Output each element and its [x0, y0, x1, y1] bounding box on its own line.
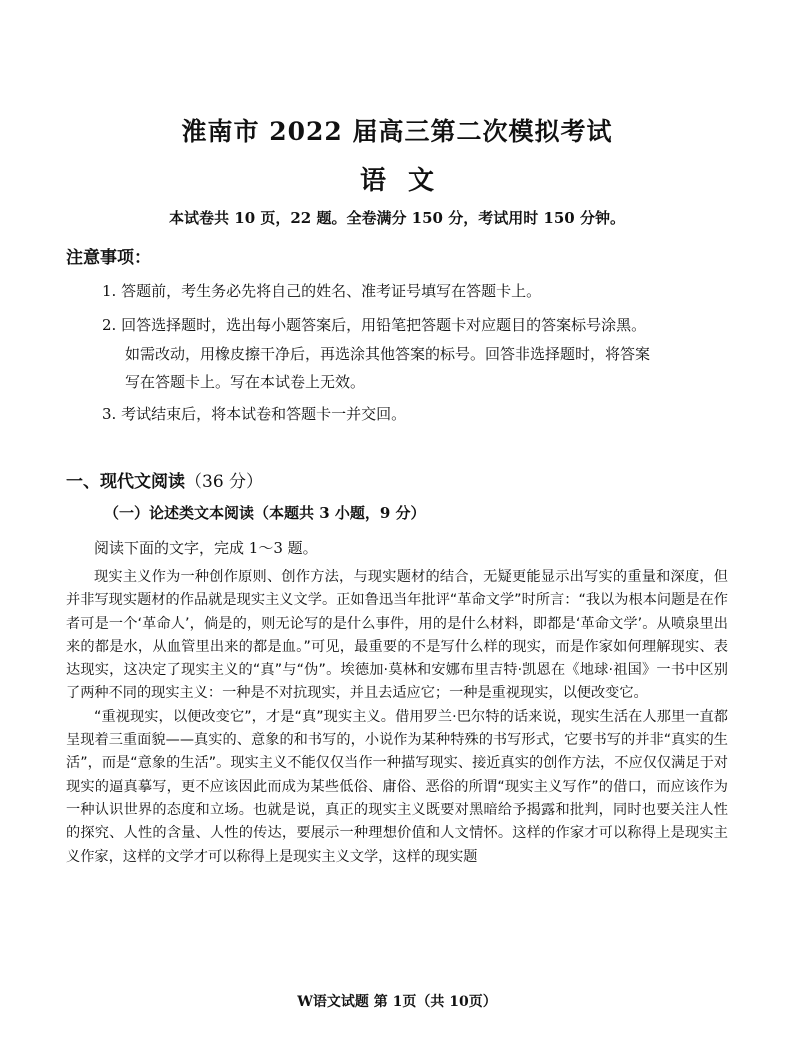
notice-item-3: 3. 考试结束后，将本试卷和答题卡一并交回。	[102, 405, 407, 423]
reading-passage	[66, 566, 728, 869]
reading-instruction: 阅读下面的文字，完成 1～3 题。	[94, 539, 318, 557]
page-footer: W语文试题 第 1页（共 10页）	[297, 994, 497, 1010]
notice-heading: 注意事项：	[66, 248, 151, 268]
notice-item-1: 1. 答题前，考生务必先将自己的姓名、准考证号填写在答题卡上。	[102, 282, 542, 300]
passage-paragraph-1: 现实主义作为一种创作原则、创作方法，与现实题材的结合，无疑更能显示出写实的重量和深度，但并非写现实题材的作品就是现实主义文学。正如鲁迅当年批评“革命文学”时所言：“我以为根本问题是在作者可是一个‘革命人’，倘是的，则无论写的是什么事件，用的是什么材料，即都是‘革命文学’。从喷泉里出来的都是水，从血管里出来的都是血。”可见，最重要的不是写什么样的现实，而是作家如何理解现实、表达现实，这决定了现实主义的“真”与“伪”。埃德加·莫林和安娜布里吉特·凯恩在《地球·祖国》一书中区别了两种不同的现实主义：一种是不对抗现实，并且去适应它；一种是重视现实，以便改变它。	[66, 569, 728, 702]
section-heading	[66, 467, 263, 492]
notice-item-2-cont-2: 写在答题卡上。写在本试卷上无效。	[125, 373, 366, 391]
notice-item-2-cont-1: 如需改动，用橡皮擦干净后，再选涂其他答案的标号。回答非选择题时，将答案	[125, 345, 651, 363]
passage-paragraph-2: “重视现实，以便改变它”，才是“真”现实主义。借用罗兰·巴尔特的话来说，现实生活在人那里一直都呈现着三重面貌——真实的、意象的和书写的，小说作为某种特殊的书写形式，它要书写的并非“真实的生活”，而是“意象的生活”。现实主义不能仅仅当作一种描写现实、接近真实的创作方法，不应仅仅满足于对现实的逼真摹写，更不应该因此而成为某些低俗、庸俗、恶俗的所谓“现实主义写作”的借口，而应该作为一种认识世界的态度和立场。也就是说，真正的现实主义既要对黑暗给予揭露和批判，同时也要关注人性的探究、人性的含量、人性的传达，要展示一种理想价值和人文情怀。这样的作家才可以称得上是现实主义作家，这样的文学才可以称得上是现实主义文学，这样的现实题	[66, 708, 728, 865]
exam-title: 淮南市 2022 届高三第二次模拟考试	[181, 117, 613, 146]
section-heading-text: 一、现代文阅读	[66, 472, 185, 492]
exam-info: 本试卷共 10 页，22 题。全卷满分 150 分，考试用时 150 分钟。	[169, 209, 625, 227]
subsection-heading: （一）论述类文本阅读（本题共 3 小题，9 分）	[104, 504, 426, 522]
exam-subject: 语文	[359, 166, 456, 196]
section-score: （36 分）	[185, 472, 264, 492]
notice-item-2: 2. 回答选择题时，选出每小题答案后，用铅笔把答题卡对应题目的答案标号涂黑。	[102, 316, 647, 334]
